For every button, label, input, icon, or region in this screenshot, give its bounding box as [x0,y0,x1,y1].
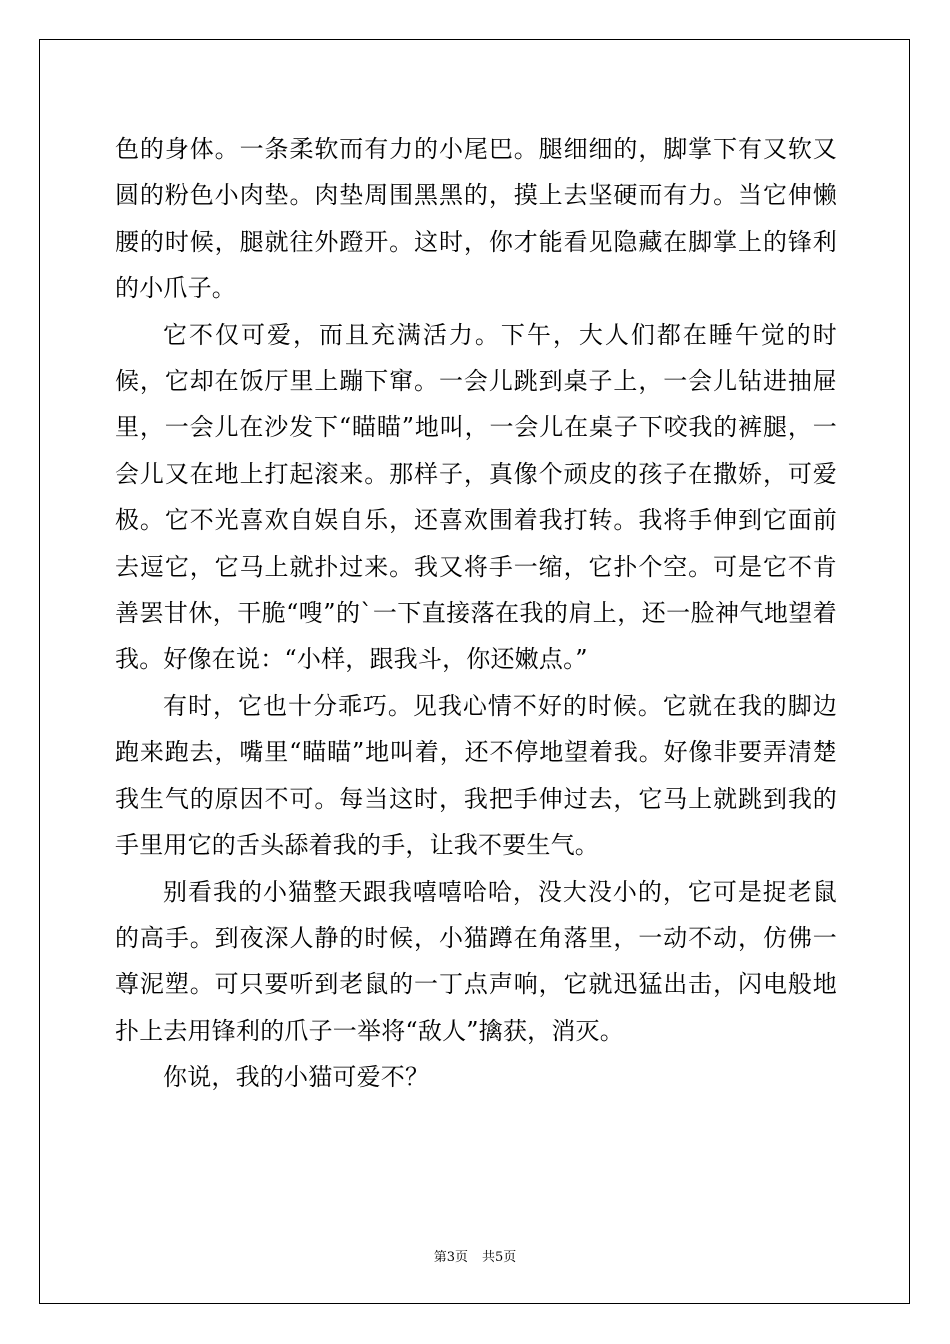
paragraph-2: 它不仅可爱，而且充满活力。下午，大人们都在睡午觉的时候，它却在饭厅里上蹦下窜。一会儿跳到桌子上，一会儿钻进抽屉里，一会儿在沙发下“瞄瞄”地叫，一会儿在桌子下咬我的裤腿，一会儿又在地上打起滚来。那样子，真像个顽皮的孩子在撒娇，可爱极。它不光喜欢自娱自乐，还喜欢围着我打转。我将手伸到它面前去逗它，它马上就扑过来。我又将手一缩，它扑个空。可是它不肯善罢甘休，干脆“嗖”的`一下直接落在我的肩上，还一脸神气地望着我。好像在说：“小样，跟我斗，你还嫩点。” [115,320,837,674]
paragraph-4: 别看我的小猫整天跟我嘻嘻哈哈，没大没小的，它可是捉老鼠的高手。到夜深人静的时候，小猫蹲在角落里，一动不动，仿佛一尊泥塑。可只要听到老鼠的一丁点声响，它就迅猛出击，闪电般地扑上去用锋利的爪子一举将“敌人”擒获，消灭。 [115,877,837,1045]
document-body [115,126,837,1101]
page-total: 共5页 [482,1250,517,1265]
paragraph-1: 色的身体。一条柔软而有力的小尾巴。腿细细的，脚掌下有又软又圆的粉色小肉垫。肉垫周围黑黑的，摸上去坚硬而有力。当它伸懒腰的时候，腿就往外蹬开。这时，你才能看见隐藏在脚掌上的锋利的小爪子。 [115,135,837,303]
paragraph-5: 你说，我的小猫可爱不？ [163,1063,430,1092]
paragraph-3: 有时，它也十分乖巧。见我心情不好的时候。它就在我的脚边跑来跑去，嘴里“瞄瞄”地叫着，还不停地望着我。好像非要弄清楚我生气的原因不可。每当这时，我把手伸过去，它马上就跳到我的手里用它的舌头舔着我的手，让我不要生气。 [115,691,837,860]
page-footer [0,1246,950,1265]
page-number: 第3页 [433,1250,468,1265]
